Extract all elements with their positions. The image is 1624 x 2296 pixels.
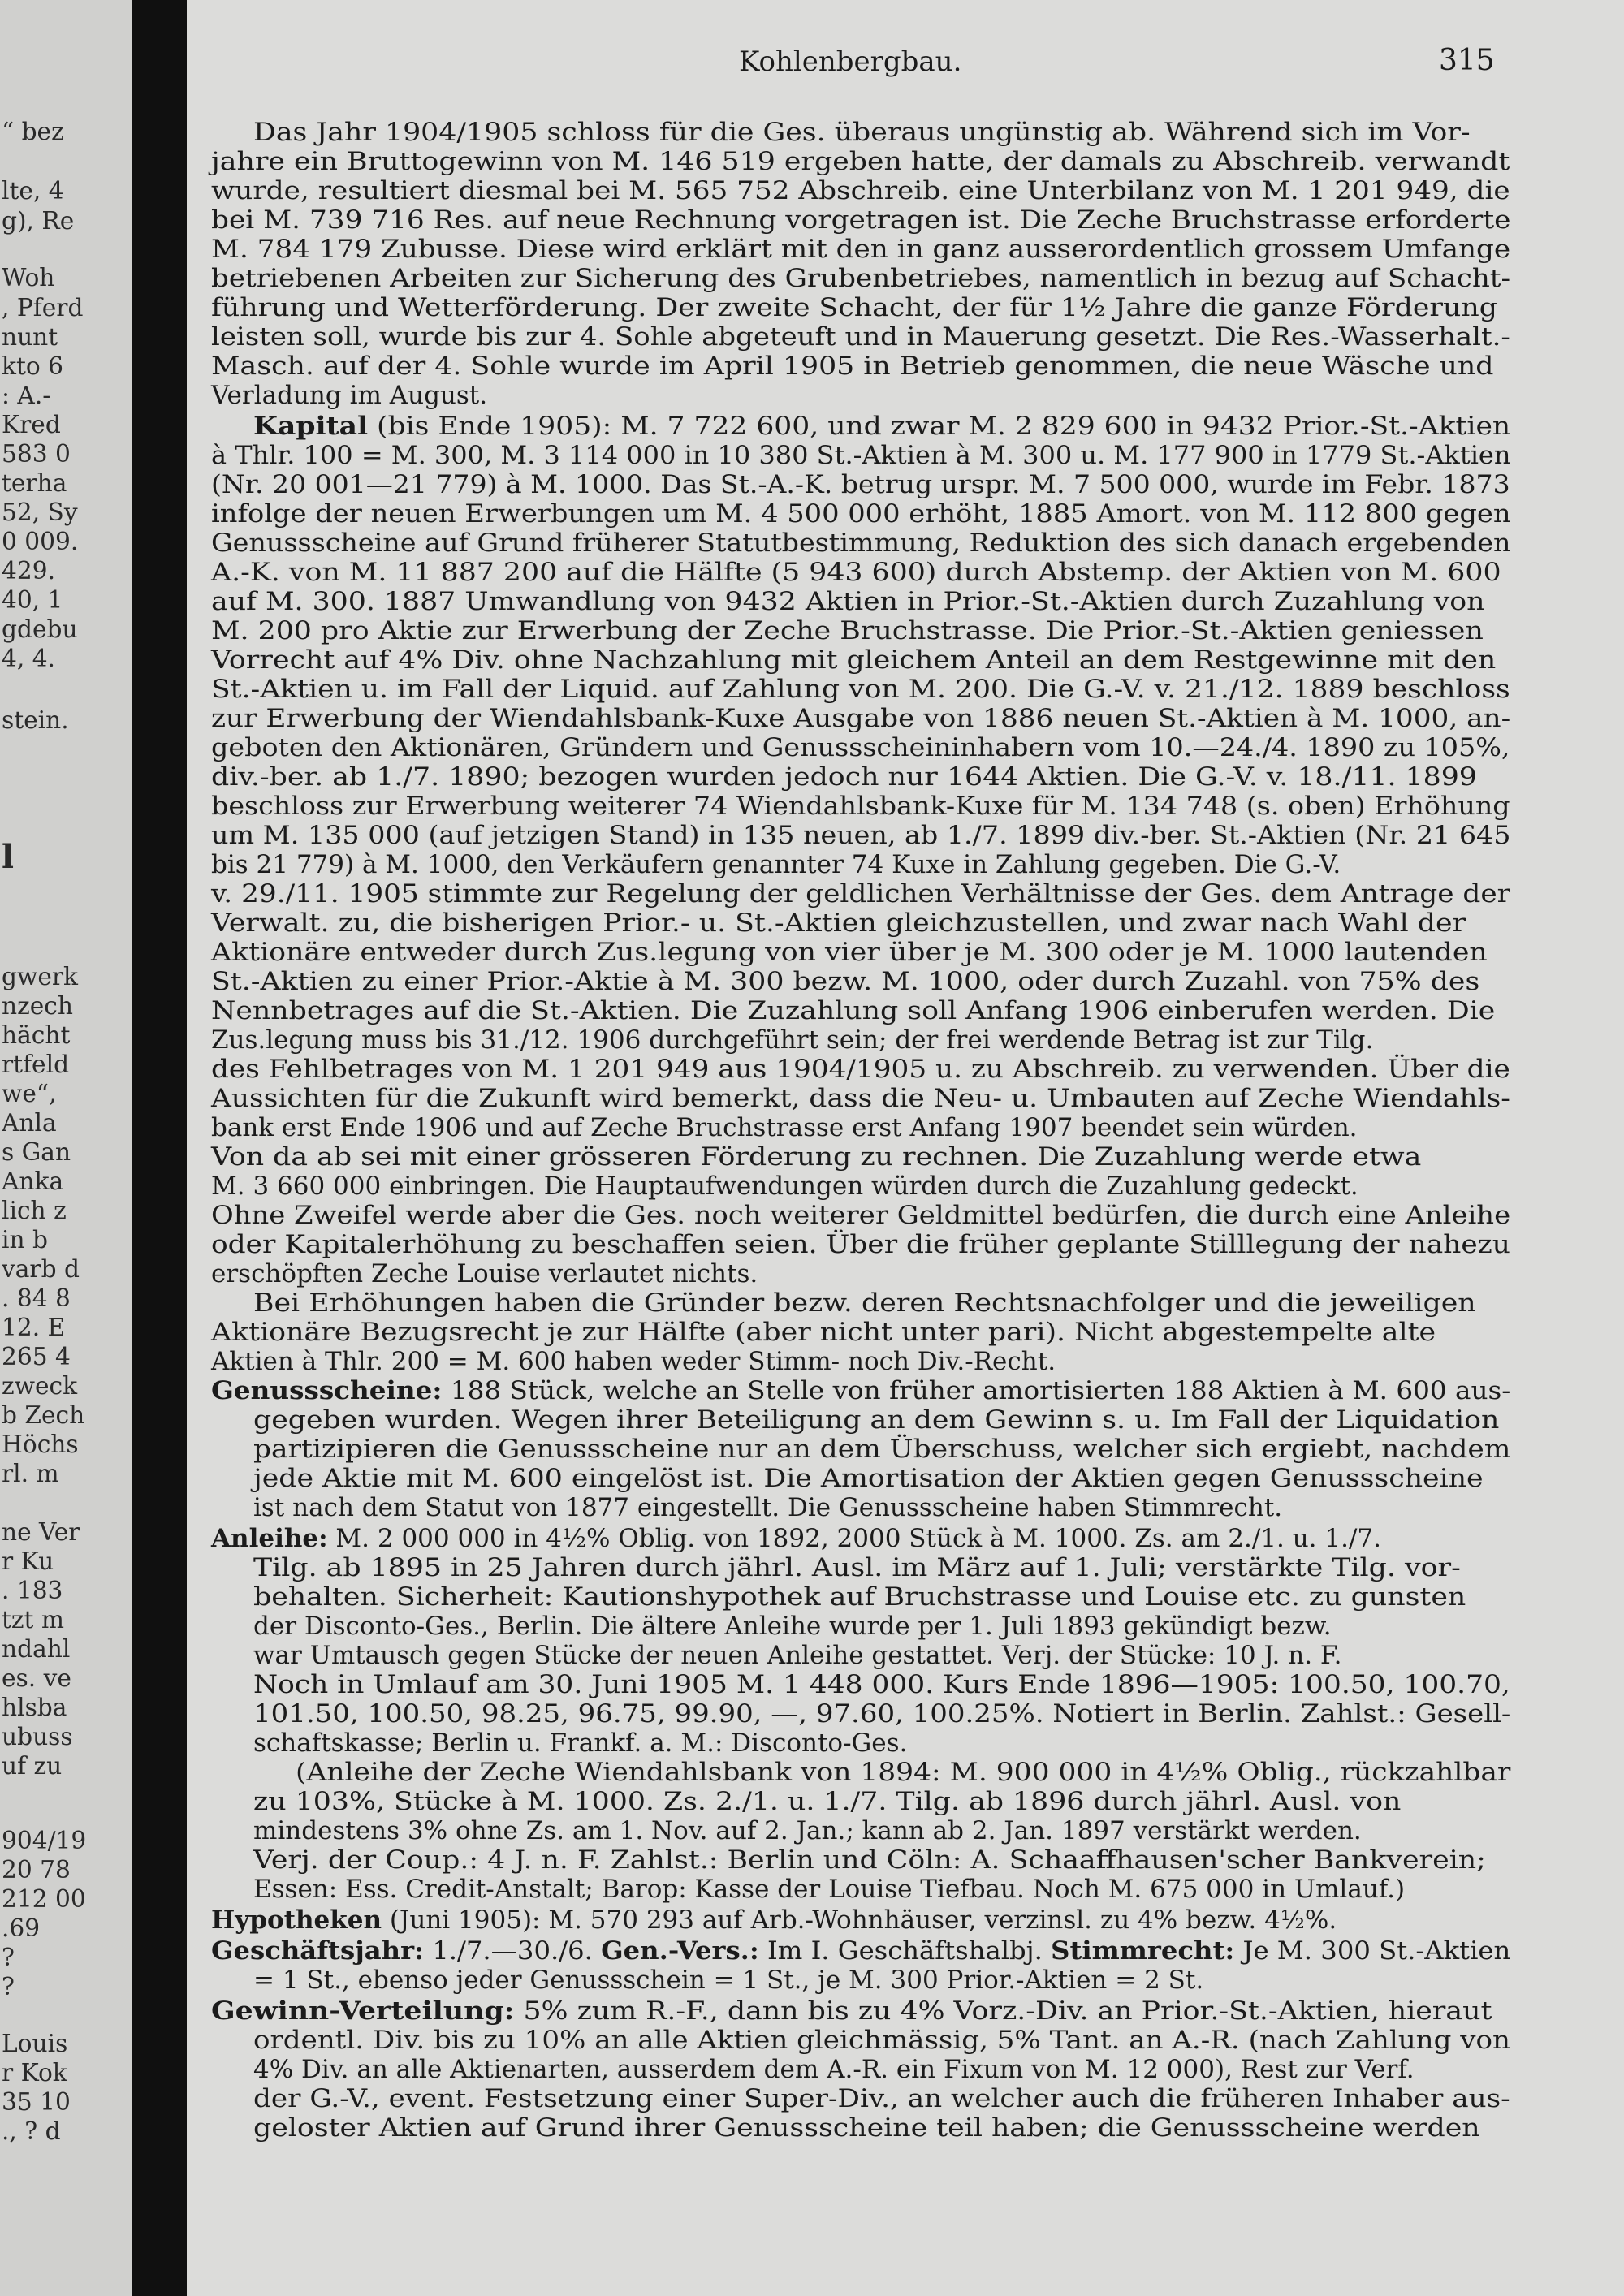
left-page-text-fragment: l: [2, 843, 15, 872]
text-line: [253, 1966, 1203, 1995]
text-run: Zus.legung muss bis 31./12. 1906 durchgeführt sein; der frei werdende Betrag ist zur Tilg.: [211, 1025, 1374, 1055]
text-line: [253, 1875, 1405, 1904]
left-page-text-fragment: nzech: [2, 992, 73, 1021]
text-run: (Anleihe der Zeche Wiendahlsbank von 1894: M. 900 000 in 4½% Oblig., rückzahlbar: [296, 1758, 1511, 1787]
left-page-text-fragment: in b: [2, 1226, 48, 1254]
left-page-text-fragment: gwerk: [2, 963, 79, 991]
text-run: erschöpften Zeche Louise verlautet nichts.: [211, 1259, 758, 1288]
left-page-text-fragment: r Kok: [2, 2059, 67, 2087]
section-heading: Gewinn-Verteilung:: [211, 1996, 515, 2026]
text-line: [253, 1641, 1341, 1670]
text-line: [211, 293, 1497, 322]
left-page-text-fragment: Höchs: [2, 1431, 79, 1459]
text-run: behalten. Sicherheit: Kautionshypothek auf Bruchstrasse und Louise etc. zu gunsten: [253, 1582, 1466, 1612]
text-line: [211, 645, 1496, 675]
text-run: M. 200 pro Aktie zur Erwerbung der Zeche Bruchstrasse. Die Prior.-St.-Aktien geniessen: [211, 616, 1484, 645]
text-run: Aussichten für die Zukunft wird bemerkt, dass die Neu- u. Umbauten auf Zeche Wiendahls-: [211, 1084, 1510, 1113]
text-run: Ohne Zweifel werde aber die Ges. noch weiterer Geldmittel bedürfen, die durch eine Anleihe: [211, 1201, 1511, 1230]
text-run: wurde, resultiert diesmal bei M. 565 752 Abschreib. eine Unterbilanz von M. 1 201 949, die: [211, 176, 1510, 205]
text-line: [211, 792, 1510, 821]
section-heading: Gen.-Vers.:: [601, 1936, 759, 1966]
text-run: Das Jahr 1904/1905 schloss für die Ges. überaus ungünstig ab. Während sich im Vor-: [253, 118, 1471, 147]
text-run: Verladung im August.: [211, 381, 488, 410]
text-run: gegeben wurden. Wegen ihrer Beteiligung an dem Gewinn s. u. Im Fall der Liquidation: [253, 1405, 1500, 1435]
text-run: der G.-V., event. Festsetzung einer Super-Div., an welcher auch die früheren Inhaber aus-: [253, 2084, 1510, 2113]
text-line: [253, 1845, 1486, 1875]
text-run: Noch in Umlauf am 30. Juni 1905 M. 1 448 000. Kurs Ende 1896—1905: 100.50, 100.70,: [253, 1670, 1510, 1699]
text-run: leisten soll, wurde bis zur 4. Sohle abgeteuft und in Mauerung gesetzt. Die Res.-Wasserhalt.-: [211, 322, 1510, 352]
page-number: 315: [1439, 44, 1495, 77]
text-line: [253, 1493, 1282, 1522]
left-page-text-fragment: nunt: [2, 323, 58, 352]
text-run: partizipieren die Genussscheine nur an dem Überschuss, welcher sich ergiebt, nachdem: [253, 1435, 1511, 1464]
text-line: [211, 1259, 758, 1288]
text-line: [253, 1288, 1476, 1318]
text-run: Aktionäre entweder durch Zus.legung von vier über je M. 300 oder je M. 1000 lautenden: [211, 938, 1488, 967]
text-run: bei M. 739 716 Res. auf neue Rechnung vorgetragen ist. Die Zeche Bruchstrasse erforderte: [211, 205, 1511, 235]
text-run: 188 Stück, welche an Stelle von früher amortisierten 188 Aktien à M. 600 aus-: [442, 1376, 1511, 1405]
text-run: Tilg. ab 1895 in 25 Jahren durch jährl. Ausl. im März auf 1. Juli; verstärkte Tilg. vor-: [253, 1553, 1461, 1582]
text-line: [211, 821, 1510, 850]
text-line: [211, 996, 1495, 1025]
text-run: Nennbetrages auf die St.-Aktien. Die Zuzahlung soll Anfang 1906 einberufen werden. Die: [211, 996, 1496, 1025]
text-run: 5% zum R.-F., dann bis zu 4% Vorz.-Div. an Prior.-St.-Aktien, hieraut: [514, 1996, 1492, 2026]
left-page-text-fragment: Louis: [2, 2030, 68, 2058]
text-run: (Juni 1905): M. 570 293 auf Arb.-Wohnhäuser, verzinsl. zu 4% bezw. 4½%.: [381, 1905, 1337, 1935]
left-page-text-fragment: 20 78: [2, 1856, 71, 1884]
left-page-text-fragment: 0 009.: [2, 528, 79, 556]
running-title: Kohlenbergbau.: [739, 45, 962, 78]
left-page-text-fragment: we“,: [2, 1080, 57, 1108]
text-run: Verj. der Coup.: 4 J. n. F. Zahlst.: Berlin und Cöln: A. Schaaffhausen'scher Bankverein;: [253, 1845, 1486, 1875]
text-run: A.-K. von M. 11 887 200 auf die Hälfte (5 943 600) durch Abstemp. der Aktien von M. 600: [211, 558, 1501, 587]
text-line: [211, 1524, 1381, 1553]
text-line: [211, 1113, 1358, 1142]
text-line: [211, 938, 1488, 967]
text-line: [211, 1084, 1510, 1113]
text-run: St.-Aktien u. im Fall der Liquid. auf Zahlung von M. 200. Die G.-V. v. 21./12. 1889 beschloss: [211, 675, 1510, 704]
left-page-text-fragment: ?: [2, 1944, 15, 1972]
text-run: um M. 135 000 (auf jetzigen Stand) in 135 neuen, ab 1./7. 1899 div.-ber. St.-Aktien (Nr. 21 645: [211, 821, 1511, 850]
left-page-text-fragment: ubuss: [2, 1723, 73, 1751]
text-line: [253, 2084, 1510, 2113]
text-line: [211, 1025, 1373, 1055]
text-run: betriebenen Arbeiten zur Sicherung des Grubenbetriebes, namentlich in bezug auf Schacht-: [211, 264, 1511, 293]
text-run: beschloss zur Erwerbung weiterer 74 Wiendahlsbank-Kuxe für M. 134 748 (s. oben) Erhöhung: [211, 792, 1510, 821]
text-line: [211, 616, 1484, 645]
text-line: [211, 441, 1510, 470]
page: [187, 0, 1624, 2296]
left-page-text-fragment: g), Re: [2, 207, 75, 235]
text-line: [211, 1172, 1358, 1201]
text-run: geboten den Aktionären, Gründern und Genussscheininhabern vom 10.—24./4. 1890 zu 105%,: [211, 733, 1510, 762]
text-line: [211, 908, 1466, 938]
text-line: [211, 558, 1501, 587]
left-page-text-fragment: Anla: [2, 1109, 57, 1137]
text-line: [253, 2026, 1510, 2055]
book-gutter: [132, 0, 187, 2296]
left-page-text-fragment: 35 10: [2, 2088, 71, 2117]
left-page-text-fragment: 40, 1: [2, 586, 63, 615]
text-run: auf M. 300. 1887 Umwandlung von 9432 Aktien in Prior.-St.-Aktien durch Zuzahlung von: [211, 587, 1485, 616]
text-run: Bei Erhöhungen haben die Gründer bezw. deren Rechtsnachfolger und die jeweiligen: [253, 1288, 1476, 1318]
left-page-text-fragment: b Zech: [2, 1401, 85, 1430]
text-run: führung und Wetterförderung. Der zweite Schacht, der für 1½ Jahre die ganze Förderung: [211, 293, 1497, 322]
text-line: [211, 499, 1511, 529]
section-heading: Geschäftsjahr:: [211, 1936, 425, 1966]
text-line: [211, 1376, 1510, 1405]
text-line: [211, 1055, 1510, 1084]
text-line: [211, 762, 1477, 792]
text-line: [211, 733, 1510, 762]
text-line: [253, 1435, 1510, 1464]
left-page-text-fragment: ., ? d: [2, 2117, 61, 2146]
left-page-text-fragment: Kred: [2, 411, 61, 439]
text-line: [211, 529, 1510, 558]
text-run: Im I. Geschäftshalbj.: [758, 1936, 1052, 1966]
text-line: [211, 675, 1510, 704]
text-line: [211, 704, 1510, 733]
text-run: bank erst Ende 1906 und auf Zeche Bruchstrasse erst Anfang 1907 beendet sein würden.: [211, 1113, 1358, 1142]
text-line: [211, 1142, 1421, 1172]
text-line: [211, 1318, 1436, 1347]
text-line: [296, 1758, 1510, 1787]
text-run: mindestens 3% ohne Zs. am 1. Nov. auf 2. Jan.; kann ab 2. Jan. 1897 verstärkt werden.: [253, 1816, 1362, 1845]
text-line: [253, 2113, 1480, 2143]
left-page-text-fragment: Woh: [2, 264, 55, 292]
text-line: [253, 1728, 907, 1758]
text-run: M. 784 179 Zubusse. Diese wird erklärt mit den in ganz ausserordentlich grossem Umfange: [211, 235, 1511, 264]
section-heading: Genussscheine:: [211, 1376, 443, 1405]
text-run: v. 29./11. 1905 stimmte zur Regelung der geldlichen Verhältnisse der Ges. dem Antrage der: [211, 879, 1511, 908]
text-run: der Disconto-Ges., Berlin. Die ältere Anleihe wurde per 1. Juli 1893 gekündigt bezw.: [253, 1612, 1332, 1641]
left-page-text-fragment: 904/19: [2, 1827, 87, 1855]
left-page-text-fragment: r Ku: [2, 1547, 54, 1576]
text-run: infolge der neuen Erwerbungen um M. 4 500 000 erhöht, 1885 Amort. von M. 112 800 gegen: [211, 499, 1511, 529]
text-run: Aktionäre Bezugsrecht je zur Hälfte (aber nicht unter pari). Nicht abgestempelte alte: [211, 1318, 1436, 1347]
text-line: [211, 1905, 1337, 1935]
left-page-text-fragment: ndahl: [2, 1635, 71, 1664]
text-line: [211, 879, 1510, 908]
left-page-text-fragment: ne Ver: [2, 1518, 80, 1547]
text-run: (Nr. 20 001—21 779) à M. 1000. Das St.-A.-K. betrug urspr. M. 7 500 000, wurde im Febr. 1873: [211, 470, 1510, 499]
text-run: M. 2 000 000 in 4½% Oblig. von 1892, 2000 Stück à M. 1000. Zs. am 2./1. u. 1./7.: [327, 1524, 1381, 1553]
text-run: Vorrecht auf 4% Div. ohne Nachzahlung mit gleichem Anteil an dem Restgewinne mit den: [211, 645, 1497, 675]
text-line: [211, 147, 1510, 176]
left-page-text-fragment: 12. E: [2, 1314, 66, 1342]
left-page-text-fragment: gdebu: [2, 615, 78, 644]
text-line: [211, 1230, 1510, 1259]
text-line: [253, 1612, 1332, 1641]
left-page-text-fragment: . 84 8: [2, 1284, 71, 1313]
left-page-text-fragment: 212 00: [2, 1885, 86, 1914]
left-page-text-fragment: lich z: [2, 1197, 67, 1225]
text-line: [253, 1670, 1510, 1699]
section-heading: Stimmrecht:: [1051, 1936, 1235, 1966]
text-line: [253, 1464, 1484, 1493]
left-page-text-fragment: rl. m: [2, 1460, 59, 1488]
text-run: Von da ab sei mit einer grösseren Förderung zu rechnen. Die Zuzahlung werde etwa: [211, 1142, 1422, 1172]
text-run: div.-ber. ab 1./7. 1890; bezogen wurden jedoch nur 1644 Aktien. Die G.-V. v. 18./11. 1899: [211, 762, 1477, 792]
left-page-text-fragment: uf zu: [2, 1752, 63, 1780]
left-page-text-fragment: rtfeld: [2, 1051, 70, 1079]
left-page-text-fragment: .69: [2, 1914, 41, 1943]
text-line: [211, 1996, 1492, 2026]
left-page-text-fragment: hlsba: [2, 1694, 67, 1722]
text-run: schaftskasse; Berlin u. Frankf. a. M.: Disconto-Ges.: [253, 1728, 908, 1758]
text-run: Masch. auf der 4. Sohle wurde im April 1905 in Betrieb genommen, die neue Wäsche und: [211, 352, 1494, 381]
text-line: [211, 235, 1510, 264]
section-heading: Kapital: [253, 412, 369, 441]
text-line: [211, 264, 1510, 293]
text-run: Aktien à Thlr. 200 = M. 600 haben weder Stimm- noch Div.-Recht.: [211, 1347, 1056, 1376]
left-page-text-fragment: 429.: [2, 557, 55, 585]
text-line: [211, 1347, 1056, 1376]
text-run: zu 103%, Stücke à M. 1000. Zs. 2./1. u. 1./7. Tilg. ab 1896 durch jährl. Ausl. von: [253, 1787, 1402, 1816]
left-page-text-fragment: hächt: [2, 1021, 71, 1050]
left-page-text-fragment: varb d: [2, 1255, 80, 1284]
left-page-text-fragment: lte, 4: [2, 177, 64, 205]
text-line: [211, 1201, 1510, 1230]
text-line: [211, 967, 1479, 996]
text-line: [253, 1816, 1362, 1845]
text-line: [211, 322, 1510, 352]
text-line: [211, 176, 1510, 205]
left-page-text-fragment: 583 0: [2, 440, 71, 468]
text-line: [211, 850, 1341, 879]
text-run: jede Aktie mit M. 600 eingelöst ist. Die Amortisation der Aktien gegen Genussscheine: [253, 1464, 1484, 1493]
text-line: [253, 1582, 1466, 1612]
left-page-text-fragment: s Gan: [2, 1138, 71, 1167]
left-page-text-fragment: ?: [2, 1973, 15, 2001]
text-run: St.-Aktien zu einer Prior.-Aktie à M. 300 bezw. M. 1000, oder durch Zuzahl. von 75% des: [211, 967, 1480, 996]
text-run: des Fehlbetrages von M. 1 201 949 aus 1904/1905 u. zu Abschreib. zu verwenden. Über die: [211, 1055, 1510, 1084]
text-run: ordentl. Div. bis zu 10% an alle Aktien gleichmässig, 5% Tant. an A.-R. (nach Zahlung von: [253, 2026, 1510, 2055]
text-run: geloster Aktien auf Grund ihrer Genussscheine teil haben; die Genussscheine werden: [253, 2113, 1480, 2143]
text-run: M. 3 660 000 einbringen. Die Hauptaufwendungen würden durch die Zuzahlung gedeckt.: [211, 1172, 1358, 1201]
left-page-text-fragment: , Pferd: [2, 294, 84, 322]
text-line: [211, 205, 1510, 235]
section-heading: Anleihe:: [211, 1524, 328, 1553]
text-run: war Umtausch gegen Stücke der neuen Anleihe gestattet. Verj. der Stücke: 10 J. n. F.: [253, 1641, 1342, 1670]
section-heading: Hypotheken: [211, 1905, 382, 1935]
text-line: [211, 1936, 1510, 1966]
text-run: zur Erwerbung der Wiendahlsbank-Kuxe Ausgabe von 1886 neuen St.-Aktien à M. 1000, an-: [211, 704, 1511, 733]
text-run: 4% Div. an alle Aktienarten, ausserdem dem A.-R. ein Fixum von M. 12 000), Rest zur Verf.: [253, 2055, 1415, 2084]
text-line: [253, 118, 1471, 147]
text-line: [211, 352, 1493, 381]
text-run: Verwalt. zu, die bisherigen Prior.- u. St.-Aktien gleichzustellen, und zwar nach Wahl der: [211, 908, 1466, 938]
text-run: Essen: Ess. Credit-Anstalt; Barop: Kasse der Louise Tiefbau. Noch M. 675 000 in Umlauf.): [253, 1875, 1406, 1904]
text-line: [211, 470, 1510, 499]
text-line: [253, 412, 1510, 441]
text-line: [253, 1699, 1510, 1728]
left-page-text-fragment: : A.-: [2, 382, 51, 410]
text-line: [253, 2055, 1415, 2084]
text-line: [253, 1787, 1401, 1816]
text-run: Je M. 300 St.-Aktien: [1234, 1936, 1511, 1966]
left-page-text-fragment: Anka: [2, 1167, 64, 1196]
left-page-text-fragment: “ bez: [2, 118, 64, 146]
text-run: 1./7.—30./6.: [424, 1936, 602, 1966]
left-page-text-fragment: zweck: [2, 1372, 78, 1400]
left-page-text-fragment: stein.: [2, 706, 69, 735]
left-page-text-fragment: 52, Sy: [2, 498, 78, 527]
left-page-fragment: [0, 0, 132, 2296]
left-page-text-fragment: . 183: [2, 1577, 63, 1605]
text-run: bis 21 779) à M. 1000, den Verkäufern genannter 74 Kuxe in Zahlung gegeben. Die G.-V.: [211, 850, 1341, 879]
left-page-text-fragment: terha: [2, 469, 67, 498]
text-run: = 1 St., ebenso jeder Genussschein = 1 St., je M. 300 Prior.-Aktien = 2 St.: [253, 1966, 1204, 1995]
text-run: ist nach dem Statut von 1877 eingestellt. Die Genussscheine haben Stimmrecht.: [253, 1493, 1283, 1522]
text-run: Genussscheine auf Grund früherer Statutbestimmung, Reduktion des sich danach ergebenden: [211, 529, 1511, 558]
text-line: [211, 587, 1484, 616]
text-run: 101.50, 100.50, 98.25, 96.75, 99.90, —, 97.60, 100.25%. Notiert in Berlin. Zahlst.: Gesell-: [253, 1699, 1511, 1728]
text-line: [253, 1405, 1499, 1435]
left-page-text-fragment: 265 4: [2, 1343, 71, 1371]
left-page-text-fragment: tzt m: [2, 1606, 64, 1634]
left-page-text-fragment: 4, 4.: [2, 645, 55, 673]
text-run: jahre ein Bruttogewinn von M. 146 519 ergeben hatte, der damals zu Abschreib. verwandt: [211, 147, 1510, 176]
text-line: [253, 1553, 1461, 1582]
left-page-text-fragment: es. ve: [2, 1664, 71, 1693]
left-page-text-fragment: kto 6: [2, 352, 63, 381]
text-run: (bis Ende 1905): M. 7 722 600, und zwar M. 2 829 600 in 9432 Prior.-St.-Aktien: [368, 412, 1511, 441]
text-run: à Thlr. 100 = M. 300, M. 3 114 000 in 10 380 St.-Aktien à M. 300 u. M. 177 900 in 1779 St.-Aktien: [211, 441, 1511, 470]
text-run: oder Kapitalerhöhung zu beschaffen seien. Über die früher geplante Stilllegung der nahezu: [211, 1230, 1510, 1259]
text-line: [211, 381, 487, 410]
